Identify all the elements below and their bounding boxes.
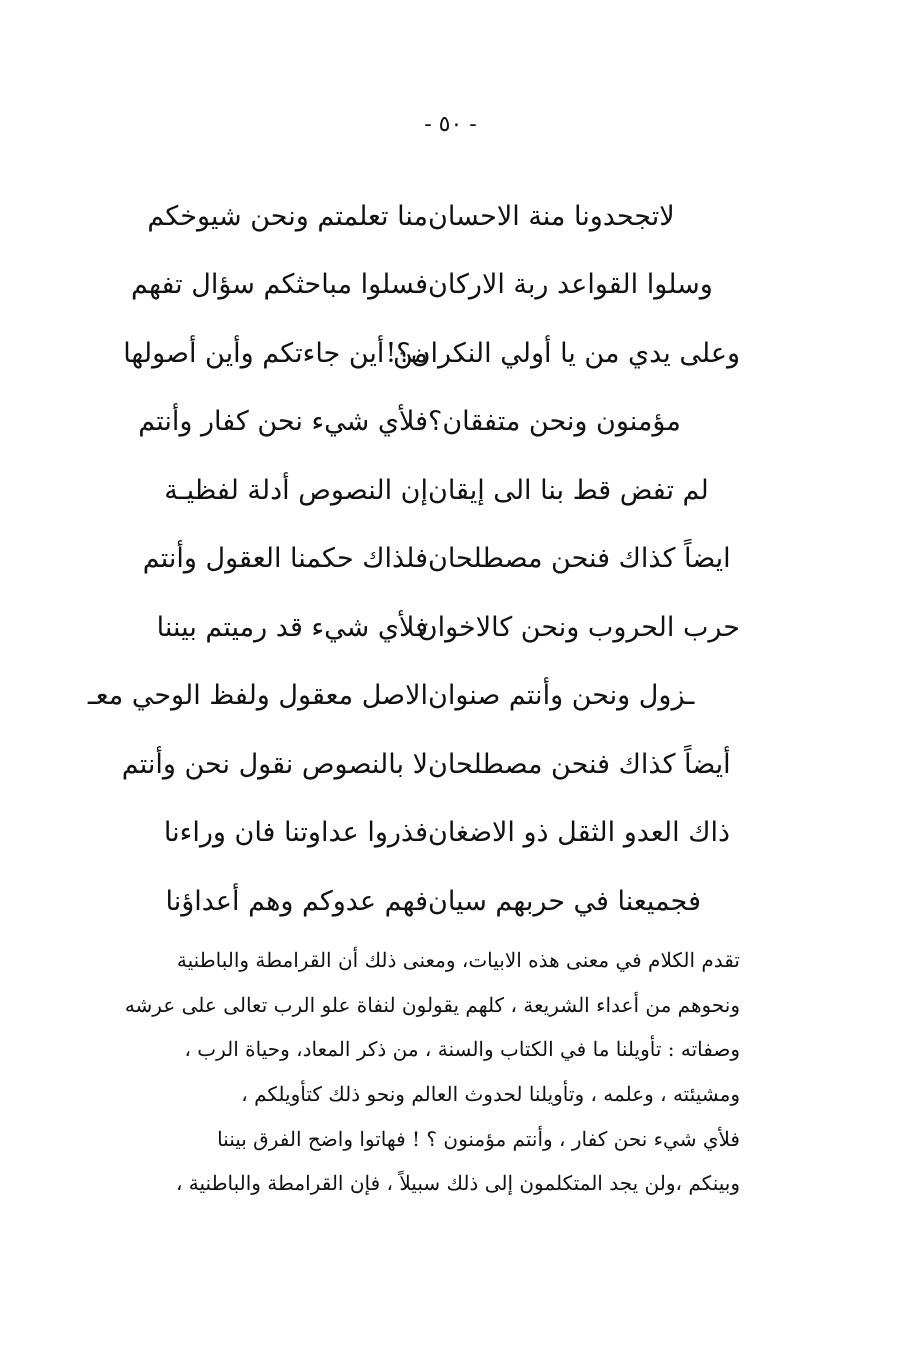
verse-7-first-hemistich: فلأي شيء قد رميتم بيننا bbox=[156, 611, 428, 643]
commentary-line-2: ونحوهم من أعداء الشريعة ، كلهم يقولون لنفاة علو الرب تعالى على عرشه bbox=[124, 992, 740, 1017]
verse-9-second-hemistich: أيضاً كذاك فنحن مصطلحان bbox=[428, 748, 731, 780]
verse-2-second-hemistich: وسلوا القواعد ربة الاركان bbox=[428, 269, 713, 301]
verse-9-first-hemistich: لا بالنصوص نقول نحن وأنتم bbox=[121, 748, 428, 780]
verse-3-first-hemistich: من أين جاءتكم وأين أصولها bbox=[123, 337, 428, 369]
verse-11 bbox=[110, 867, 740, 936]
verse-2 bbox=[110, 251, 740, 320]
page-number: - ٥٠ - bbox=[424, 112, 477, 137]
verse-10 bbox=[110, 799, 740, 868]
commentary bbox=[122, 938, 740, 1206]
poem bbox=[87, 182, 740, 936]
verse-2-first-hemistich: فسلوا مباحثكم سؤال تفهم bbox=[131, 269, 428, 301]
commentary-line-1: تقدم الكلام في معنى هذه الابيات، ومعنى ذلك أن القرامطة والباطنية bbox=[176, 948, 740, 972]
verse-4-second-hemistich: مؤمنون ونحن متفقان؟ bbox=[428, 406, 681, 438]
verse-5 bbox=[110, 456, 740, 525]
verse-5-first-hemistich: إن النصوص أدلة لفظيـة bbox=[164, 474, 428, 506]
verse-6 bbox=[110, 525, 740, 594]
verse-8-first-hemistich: الاصل معقول ولفظ الوحي معـ bbox=[87, 680, 428, 712]
verse-11-first-hemistich: فهم عدوكم وهم أعداؤنا bbox=[165, 885, 428, 917]
verse-7-second-hemistich: حرب الحروب ونحن كالاخوان bbox=[417, 611, 740, 643]
verse-1-second-hemistich: لاتجحدونا منة الاحسان bbox=[428, 200, 675, 232]
commentary-line-3: وصفاته : تأويلنا ما في الكتاب والسنة ، من ذكر المعاد، وحياة الرب ، bbox=[184, 1037, 740, 1062]
verse-7 bbox=[110, 593, 740, 662]
verse-3-second-hemistich: وعلى يدي من يا أولي النكران؟! bbox=[385, 337, 740, 369]
verse-6-first-hemistich: فلذاك حكمنا العقول وأنتم bbox=[142, 543, 428, 575]
commentary-line-4: ومشيئته ، وعلمه ، وتأويلنا لحدوث العالم ونحو ذلك كتأويلكم ، bbox=[241, 1082, 740, 1107]
verse-1-first-hemistich: منا تعلمتم ونحن شيوخكم bbox=[147, 200, 428, 232]
commentary-line-5: فلأي شيء نحن كفار ، وأنتم مؤمنون ؟ ! فهاتوا واضح الفرق بيننا bbox=[217, 1126, 740, 1151]
verse-4 bbox=[110, 388, 740, 457]
verse-1 bbox=[110, 182, 740, 251]
verse-8 bbox=[87, 662, 740, 731]
verse-3 bbox=[110, 319, 740, 388]
verse-4-first-hemistich: فلأي شيء نحن كفار وأنتم bbox=[138, 406, 428, 438]
verse-10-first-hemistich: فذروا عداوتنا فان وراءنا bbox=[163, 817, 428, 849]
verse-6-second-hemistich: ايضاً كذاك فنحن مصطلحان bbox=[428, 543, 731, 575]
verse-10-second-hemistich: ذاك العدو الثقل ذو الاضغان bbox=[428, 817, 731, 849]
verse-5-second-hemistich: لم تفض قط بنا الى إيقان bbox=[428, 474, 709, 506]
commentary-line-6: وبينكم ،ولن يجد المتكلمون إلى ذلك سبيلاً ، فإن القرامطة والباطنية ، bbox=[175, 1171, 740, 1196]
verse-8-second-hemistich: ـزول ونحن وأنتم صنوان bbox=[428, 680, 695, 712]
verse-9 bbox=[110, 730, 740, 799]
verse-11-second-hemistich: فجميعنا في حربهم سيان bbox=[428, 885, 701, 917]
